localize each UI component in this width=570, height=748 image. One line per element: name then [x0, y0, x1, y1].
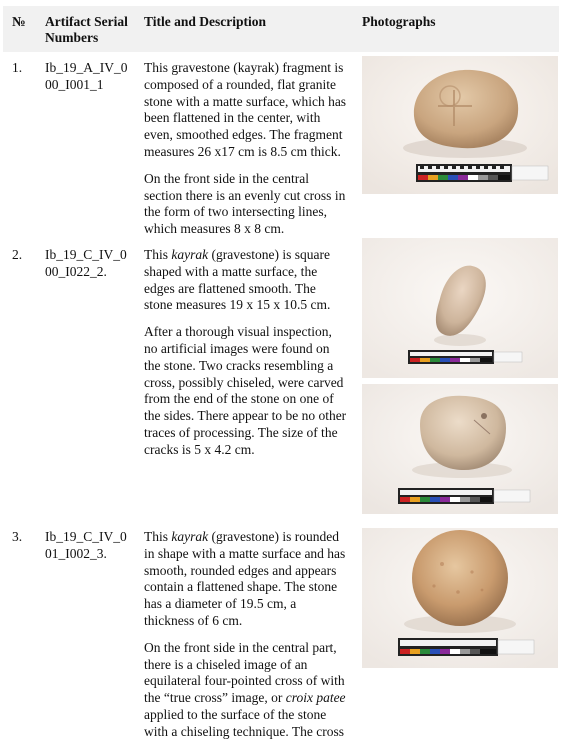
row-2-number: 2.	[12, 247, 23, 262]
table-header	[3, 6, 559, 52]
row-2-photo-bottom	[362, 384, 558, 514]
row-1-photo	[362, 56, 558, 194]
row-2-description: This kayrak (gravestone) is square shaped with a matte surface, the edges are flattened smooth. The stone measures 19 x 15 x 10.5 cm. After a thorough visual inspection, no artificial images were found on the stone. Two cracks resembling a cross, possibly chiseled, were carved from the end of the stone on one of the sides. There appear to be no other traces of processing. The size of the cracks is 5 x 4.2 cm.	[144, 247, 347, 457]
row-2-photo-top	[362, 238, 558, 378]
row-3-description: This kayrak (gravestone) is rounded in shape with a matte surface and has smooth, rounded edges and appears contain a flattened shape. The stone has a diameter of 19.5 cm, a thickness of 6 cm. On the front side in the central part, there is a chiseled image of an equilateral four-pointed cross of with the “true cross” image, or croix patee applied to the surface of the stone with a chiseling technique. The cross	[144, 529, 346, 739]
header-number: №	[12, 14, 26, 29]
row-1-description: This gravestone (kayrak) fragment is composed of a rounded, flat granite stone with a matte surface, which has been flattened in the center, with even, smoothed edges. The fragment measures 26 x17 cm is 8.5 cm thick. On the front side in the central section there is an evenly cut cross in the form of two intersecting lines, which measures 8 x 8 cm.	[144, 60, 347, 237]
row-1-serial: Ib_19_A_IV_0 00_I001_1	[45, 60, 128, 92]
row-3-photo	[362, 528, 558, 668]
header-serial: Artifact Serial Numbers	[45, 14, 128, 45]
row-1-number: 1.	[12, 60, 23, 75]
row-2-serial: Ib_19_C_IV_0 00_I022_2.	[45, 247, 127, 279]
header-photographs: Photographs	[362, 14, 436, 29]
header-title: Title and Description	[144, 14, 267, 29]
row-3-number: 3.	[12, 529, 23, 544]
row-3-serial: Ib_19_C_IV_0 01_I002_3.	[45, 529, 127, 561]
